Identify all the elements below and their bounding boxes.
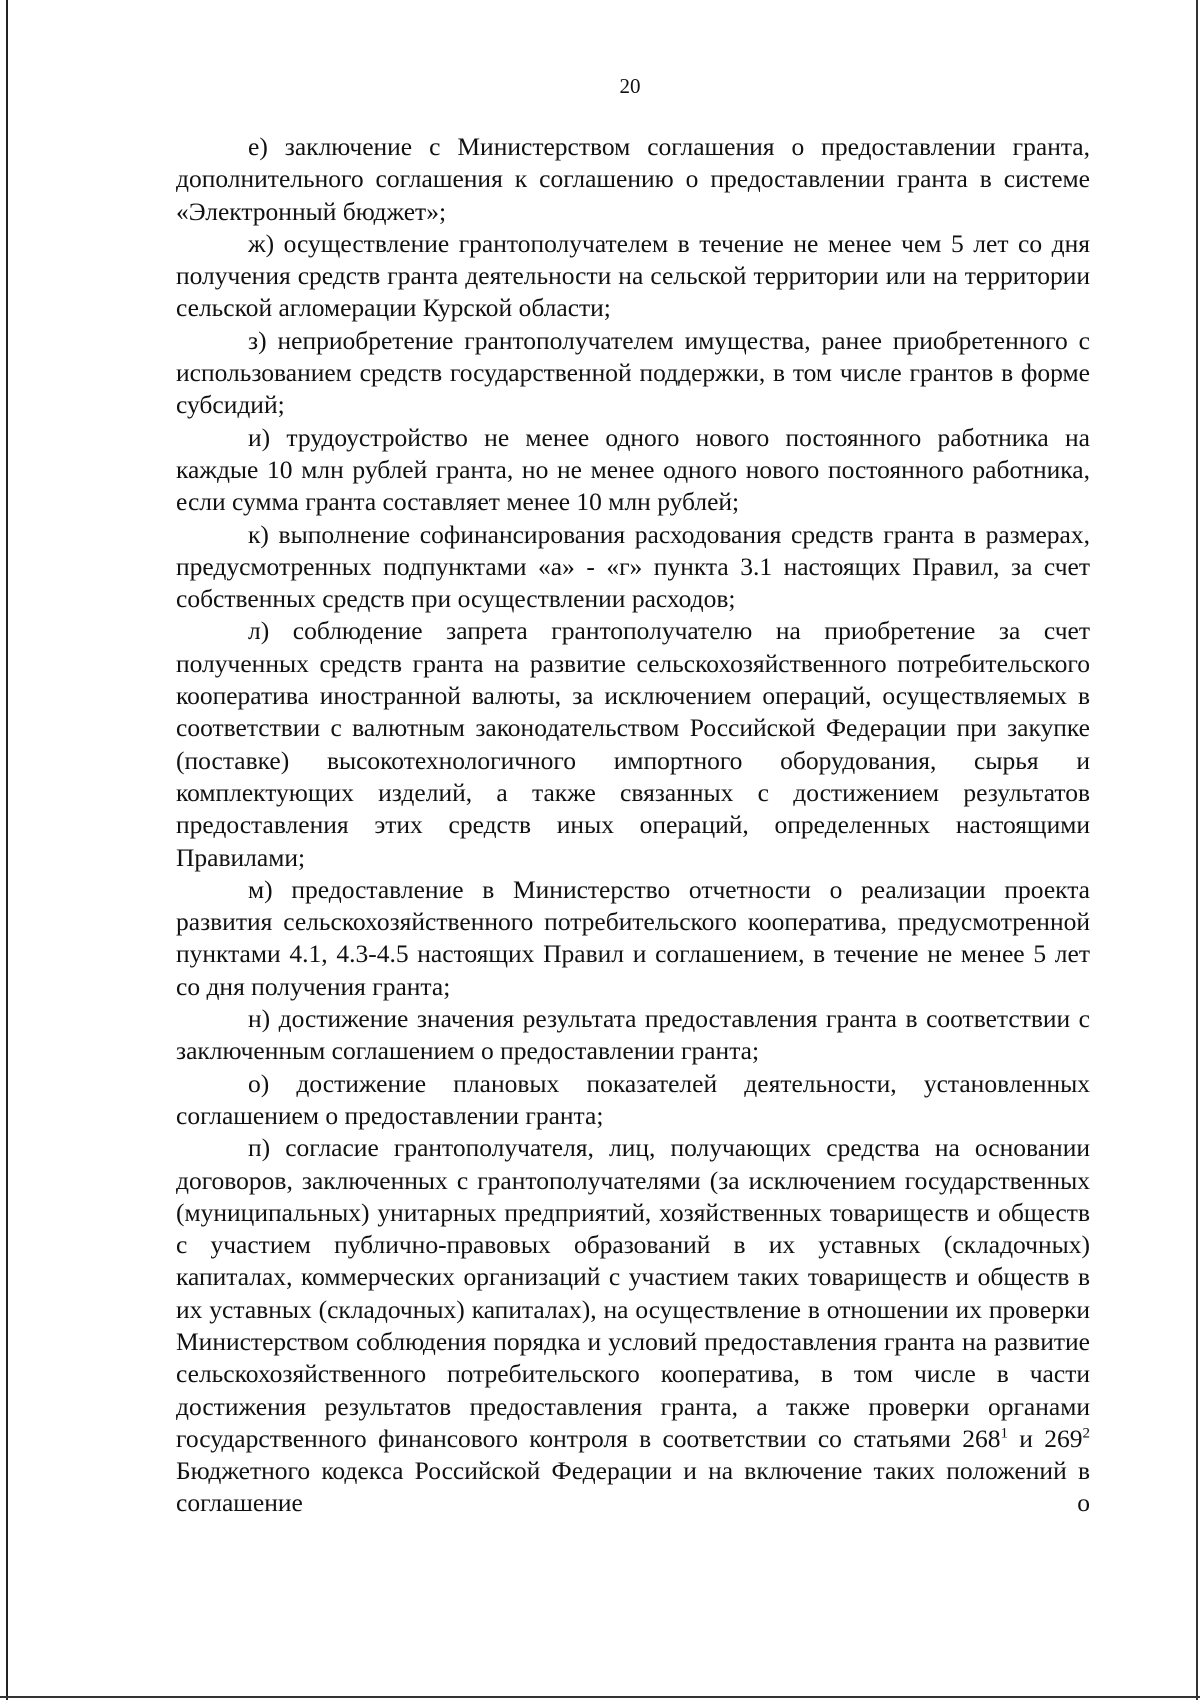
document-body	[176, 131, 1090, 1520]
scan-edge-right	[1196, 0, 1198, 1700]
paragraph-o: о) достижение плановых показателей деятельности, установленных соглашением о предоставлении гранта;	[176, 1068, 1090, 1130]
paragraph-p-text-2: и 269	[1008, 1423, 1083, 1453]
footnote-superscript-2: 2	[1082, 1425, 1090, 1442]
scan-edge-left	[6, 0, 8, 1700]
paragraph-p-text-1: п) согласие грантополучателя, лиц, получающих средства на основании договоров, заключенных с грантополучателями (за исключением государственных (муниципальных) унитарных предприятий, хозяйственных товариществ и обществ с участием публично-правовых образований в их уставных (складочных) капиталах, коммерческих организаций с участием таких товариществ и обществ в их уставных (складочных) капиталах), на осуществление в отношении их проверки Министерством соблюдения порядка и условий предоставления гранта на развитие сельскохозяйственного потребительского кооператива, в том числе в части достижения результатов предоставления гранта, а также проверки органами государственного финансового контроля в соответствии со статьями 268	[176, 1133, 1090, 1453]
paragraph-e: е) заключение с Министерством соглашения о предоставлении гранта, дополнительного соглашения к соглашению о предоставлении гранта в системе «Электронный бюджет»;	[176, 132, 1090, 226]
paragraph-i: и) трудоустройство не менее одного нового постоянного работника на каждые 10 млн рублей гранта, но не менее одного нового постоянного работника, если сумма гранта составляет менее 10 млн рублей;	[176, 422, 1090, 517]
page-number: 20	[619, 74, 641, 98]
paragraph-k: к) выполнение софинансирования расходования средств гранта в размерах, предусмотренных подпунктами «а» - «г» пункта 3.1 настоящих Правил, за счет собственных средств при осуществлении расходов;	[176, 519, 1090, 614]
paragraph-n: н) достижение значения результата предоставления гранта в соответствии с заключенным соглашением о предоставлении гранта;	[176, 1004, 1090, 1066]
paragraph-p-text-3: Бюджетного кодекса Российской Федерации и на включение таких положений в соглашение о	[176, 1456, 1090, 1518]
paragraph-z: з) неприобретение грантополучателем имущества, ранее приобретенного с использованием средств государственной поддержки, в том числе грантов в форме субсидий;	[176, 325, 1090, 420]
scan-edge-bottom	[0, 1696, 1200, 1698]
paragraph-l: л) соблюдение запрета грантополучателю на приобретение за счет полученных средств гранта на развитие сельскохозяйственного потребительского кооператива иностранной валюты, за исключением операций, осуществляемых в соответствии с валютным законодательством Российской Федерации при закупке (поставке) высокотехнологичного импортного оборудования, сырья и комплектующих изделий, а также связанных с достижением результатов предоставления этих средств иных операций, определенных настоящими Правилами;	[176, 616, 1090, 872]
paragraph-zh: ж) осуществление грантополучателем в течение не менее чем 5 лет со дня получения средств гранта деятельности на сельской территории или на территории сельской агломерации Курской области;	[176, 228, 1090, 323]
paragraph-m: м) предоставление в Министерство отчетности о реализации проекта развития сельскохозяйственного потребительского кооператива, предусмотренной пунктами 4.1, 4.3-4.5 настоящих Правил и соглашением, в течение не менее 5 лет со дня получения гранта;	[176, 874, 1090, 1001]
footnote-superscript-1: 1	[1000, 1425, 1008, 1442]
paragraph-p	[176, 1132, 1090, 1520]
